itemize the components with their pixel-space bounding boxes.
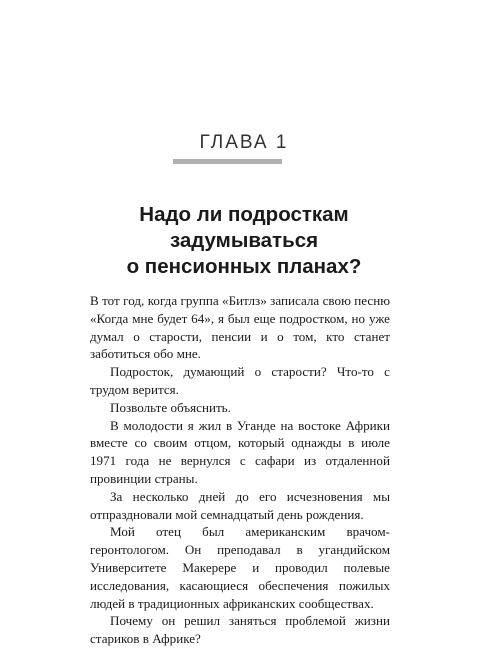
chapter-title — [0, 202, 488, 280]
chapter-rule — [173, 159, 282, 164]
paragraph: За несколько дней до его исчезновения мы отпраздновали мой семнадцатый день рождения. — [90, 488, 390, 522]
chapter-label: ГЛАВА 1 — [199, 132, 289, 153]
paragraph: В тот год, когда группа «Битлз» записала свою песню «Когда мне будет 64», я был еще подростком, но уже думал о старости, пенсии и о том, кто станет заботиться обо мне. — [90, 293, 390, 362]
paragraph: Позвольте объяснить. — [110, 399, 231, 415]
paragraph: Почему он решил заняться проблемой жизни стариков в Африке? — [90, 613, 390, 647]
paragraph: Мой отец был американским врачом-геронтологом. Он преподавал в угандийском Университете Макерере и проводил полевые исследования, касающиеся обеспечения пожилых людей в традиционных африканских сообществах. — [90, 524, 390, 611]
chapter-title-line: о пенсионных планах? — [126, 255, 362, 278]
body-text — [90, 292, 390, 648]
chapter-title-line: задумываться — [169, 229, 319, 252]
paragraph: Подросток, думающий о старости? Что-то с трудом верится. — [90, 364, 390, 397]
paragraph: В молодости я жил в Уганде на востоке Африки вместе со своим отцом, который однажды в июле 1971 года не вернулся с сафари из отдаленной провинции страны. — [90, 417, 390, 486]
chapter-title-line: Надо ли подросткам — [139, 203, 349, 226]
